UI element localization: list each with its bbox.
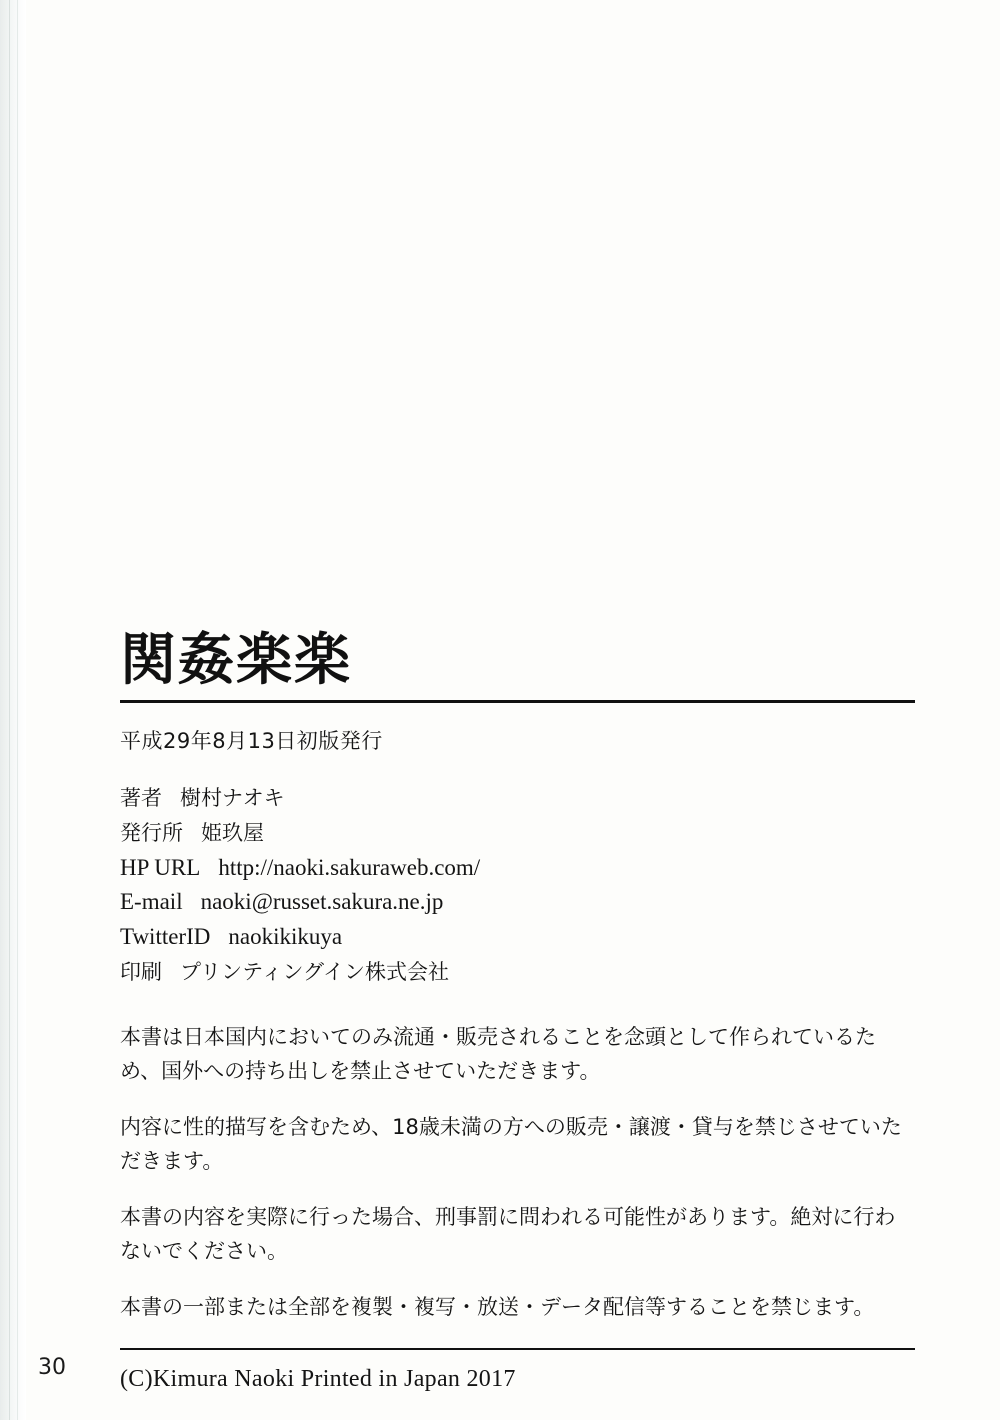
credit-label: 発行所 — [120, 820, 183, 845]
page-title: 関姦楽楽 — [120, 628, 352, 693]
notice-domestic-distribution: 本書は日本国内においてのみ流通・販売されることを念頭として作られているため、国外への持ち出しを禁止させていただきます。 — [120, 1025, 876, 1084]
credit-row-author — [120, 781, 920, 816]
credit-value: http://naoki.sakuraweb.com/ — [218, 854, 481, 880]
credits-list — [120, 781, 920, 991]
copyright-line: (C)Kimura Naoki Printed in Japan 2017 — [120, 1366, 516, 1393]
credit-value: naokikikuya — [228, 924, 343, 950]
scan-gutter-shadow — [0, 0, 26, 1420]
notice-legal-warning: 本書の内容を実際に行った場合、刑事罰に問われる可能性があります。絶対に行わないでください。 — [120, 1205, 896, 1264]
credit-row-twitter — [120, 920, 920, 955]
title-divider — [120, 700, 915, 703]
credit-label: 著者 — [120, 785, 162, 810]
credit-value: 樹村ナオキ — [180, 785, 285, 810]
credit-label: HP URL — [120, 854, 201, 880]
credit-value: プリンティングイン株式会社 — [180, 960, 450, 985]
scan-gutter-line-inner — [9, 0, 10, 1420]
credit-row-homepage — [120, 851, 920, 886]
credit-row-email — [120, 885, 920, 920]
credit-label: 印刷 — [120, 960, 162, 985]
scan-gutter-line-outer — [17, 0, 18, 1420]
publication-date: 平成29年8月13日初版発行 — [120, 728, 383, 753]
credit-row-publisher — [120, 816, 920, 851]
credit-value: naoki@russet.sakura.ne.jp — [200, 889, 444, 915]
colophon-block — [120, 630, 920, 1393]
credit-value: 姫玖屋 — [201, 820, 264, 845]
notice-age-restriction: 内容に性的描写を含むため、18歳未満の方への販売・譲渡・貸与を禁じさせていただきます。 — [120, 1115, 902, 1174]
page-number: 30 — [38, 1355, 66, 1380]
credit-label: TwitterID — [120, 924, 211, 950]
credit-label: E-mail — [120, 889, 183, 915]
notice-reproduction-ban: 本書の一部または全部を複製・複写・放送・データ配信等することを禁じます。 — [120, 1295, 875, 1320]
credit-row-printer — [120, 955, 920, 990]
copyright-divider — [120, 1348, 915, 1350]
